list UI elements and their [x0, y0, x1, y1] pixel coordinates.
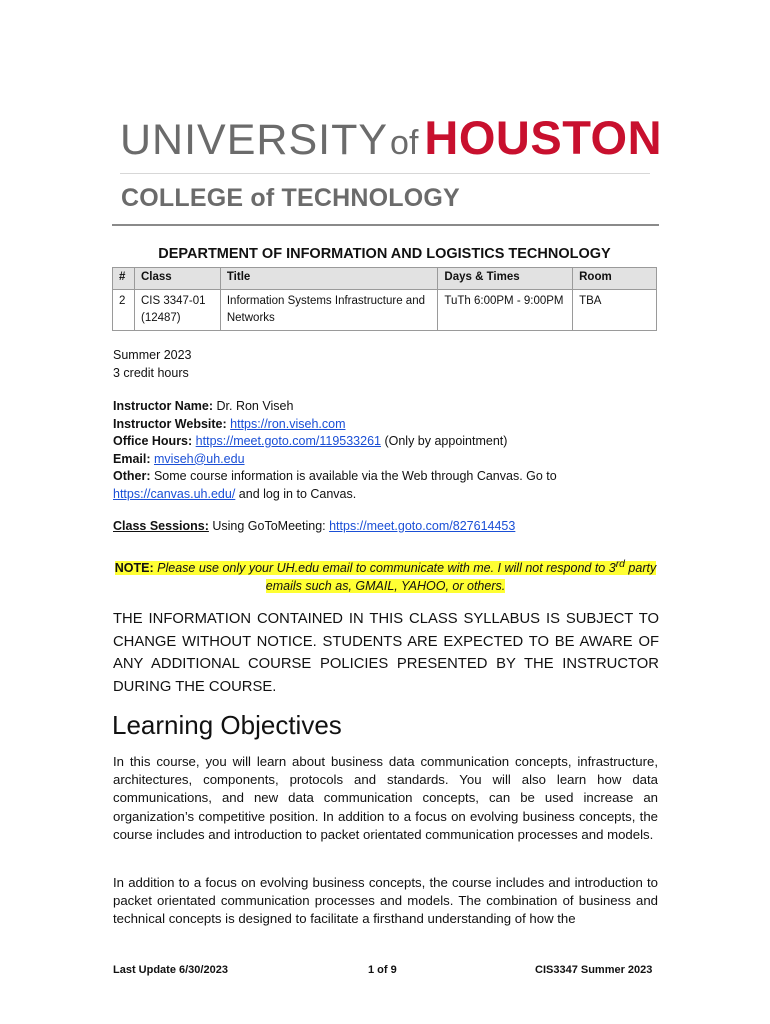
- learning-objectives-heading: Learning Objectives: [112, 710, 342, 740]
- note-line2: [266, 579, 505, 593]
- cell-room: TBA: [573, 290, 657, 331]
- class-sessions-text: Using GoToMeeting:: [208, 519, 330, 533]
- cell-class: [134, 290, 220, 331]
- university-logo: [120, 110, 662, 170]
- table-row: [113, 290, 657, 331]
- footer-last-update: Last Update 6/30/2023: [113, 964, 228, 976]
- email-link[interactable]: mviseh@uh.edu: [154, 451, 245, 466]
- objectives-paragraph-2: In addition to a focus on evolving business concepts, the course includes and introduction to packet orientated communication processes and models. The combination of business and technical concepts is designed to facilitate a firsthand understanding of how the: [113, 875, 658, 927]
- instructor-info: [113, 398, 663, 503]
- syllabus-disclaimer: THE INFORMATION CONTAINED IN THIS CLASS SYLLABUS IS SUBJECT TO CHANGE WITHOUT NOTICE. STUDENTS ARE EXPECTED TO BE AWARE OF ANY ADDITIONAL COURSE POLICIES PRESENTED BY THE INSTRUCTOR DURING THE COURSE.: [113, 611, 659, 695]
- header-room: Room: [573, 268, 657, 290]
- note-text-part2: party: [624, 561, 657, 576]
- office-hours-label: Office Hours:: [113, 434, 193, 448]
- class-sessions: [113, 519, 515, 533]
- email-label: Email:: [113, 451, 151, 466]
- objectives-paragraph-1: In this course, you will learn about business data communication concepts, infrastructure, architectures, components, protocols and standards. You will also learn how data communications, and new data communication concepts, can be used increase an organization’s competitive position. In addition to a focus on evolving business concepts, the course includes and introduction to packet orientated communication processes and models.: [113, 754, 658, 842]
- instructor-name: Dr. Ron Viseh: [213, 399, 294, 413]
- instructor-website-line: [113, 416, 663, 434]
- logo-houston-text: HOUSTON: [424, 111, 663, 164]
- note-superscript: rd: [615, 559, 625, 570]
- other-label: Other:: [113, 469, 151, 483]
- class-code: CIS 3347-01: [140, 295, 206, 307]
- note-line2-text: emails such as, GMAIL, YAHOO, or others.: [265, 579, 506, 594]
- office-hours-note: (Only by appointment): [380, 434, 508, 448]
- header-class: Class: [134, 268, 220, 290]
- department-title: DEPARTMENT OF INFORMATION AND LOGISTICS TECHNOLOGY: [158, 246, 611, 262]
- email-line: [113, 451, 663, 469]
- credit-hours: 3 credit hours: [113, 366, 189, 380]
- cell-num: 2: [113, 290, 135, 331]
- header-divider: [112, 224, 659, 226]
- email-note: [113, 556, 658, 595]
- canvas-line: [113, 486, 663, 504]
- office-hours-line: [113, 433, 663, 451]
- class-number: (12487): [140, 312, 181, 324]
- instructor-name-line: [113, 398, 663, 416]
- term: Summer 2023: [113, 348, 192, 362]
- schedule-table: [112, 267, 657, 331]
- note-label: NOTE:: [114, 561, 154, 576]
- header-days-times: Days & Times: [438, 268, 573, 290]
- canvas-after-text: and log in to Canvas.: [235, 486, 357, 501]
- header-num: #: [113, 268, 135, 290]
- course-meta: [113, 346, 192, 382]
- other-line: [113, 468, 663, 486]
- instructor-website-link[interactable]: https://ron.viseh.com: [230, 416, 346, 431]
- logo-of-text: of: [390, 124, 419, 162]
- class-sessions-link[interactable]: https://meet.goto.com/827614453: [329, 519, 516, 533]
- instructor-website-label: Instructor Website:: [113, 416, 227, 431]
- other-text: Some course information is available via the Web through Canvas. Go to: [150, 469, 557, 483]
- footer-course: CIS3347 Summer 2023: [535, 964, 653, 976]
- header-title: Title: [220, 268, 438, 290]
- cell-title: Information Systems Infrastructure and Networks: [220, 290, 438, 331]
- office-hours-link[interactable]: https://meet.goto.com/119533261: [195, 434, 381, 448]
- instructor-name-label: Instructor Name:: [113, 399, 214, 413]
- table-header-row: [113, 268, 657, 290]
- logo-university-text: UNIVERSITY: [120, 116, 389, 164]
- note-text-part1: Please use only your UH.edu email to communicate with me. I will not respond to 3: [153, 561, 616, 576]
- class-sessions-label: Class Sessions:: [113, 519, 209, 533]
- logo-divider: [120, 173, 650, 174]
- college-name: COLLEGE of TECHNOLOGY: [121, 184, 460, 212]
- footer-page-number: 1 of 9: [368, 964, 397, 976]
- note-line1: [115, 561, 656, 575]
- canvas-link[interactable]: https://canvas.uh.edu/: [113, 486, 236, 501]
- cell-days-times: TuTh 6:00PM - 9:00PM: [438, 290, 573, 331]
